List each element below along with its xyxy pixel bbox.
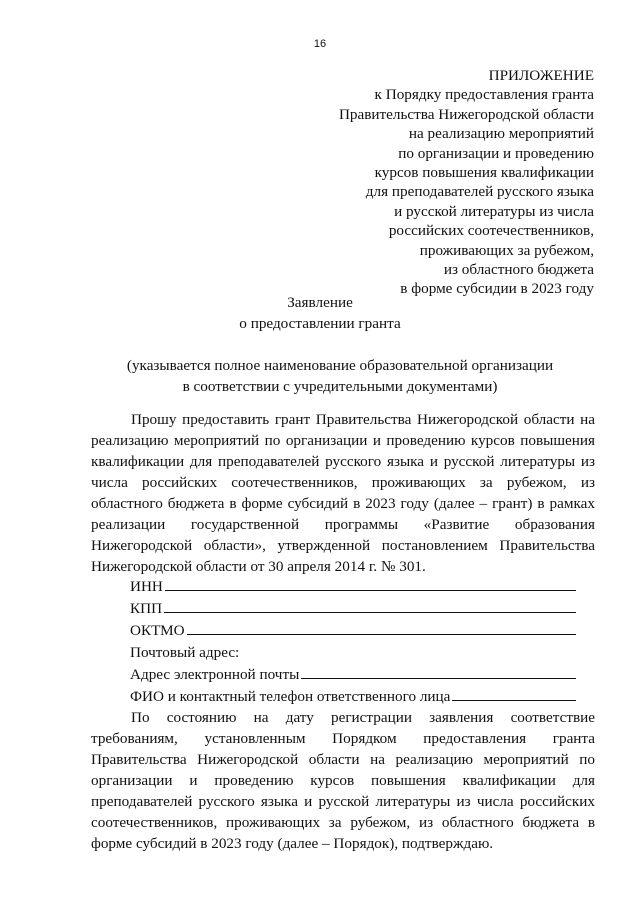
- document-title: Заявление: [287, 294, 353, 311]
- email-label: Адрес электронной почты: [130, 666, 300, 683]
- oktmo-blank-line[interactable]: [187, 634, 576, 635]
- appendix-line: к Порядку предоставления гранта: [374, 86, 594, 104]
- organization-details-form: [130, 574, 576, 706]
- contact-person-label: ФИО и контактный телефон ответственного лица: [130, 688, 451, 705]
- email-blank-line[interactable]: [301, 678, 576, 679]
- appendix-line: по организации и проведению: [398, 144, 594, 162]
- request-paragraph: [91, 409, 595, 577]
- confirmation-paragraph: [91, 707, 595, 854]
- appendix-line: курсов повышения квалификации: [374, 164, 594, 182]
- appendix-line: ПРИЛОЖЕНИЕ: [488, 67, 594, 84]
- appendix-line: из областного бюджета: [443, 261, 594, 279]
- confirmation-paragraph-text: По состоянию на дату регистрации заявления соответствие требованиям, установленным Порядком предоставления гранта Правительства Нижегородской области на реализацию мероприятий по организации и проведению курсов повышения квалификации для преподавателей русского языка и русской литературы из числа российских соотечественников, проживающих за рубежом, из областного бюджета в форме субсидий в 2023 году (далее – Порядок), подтверждаю.: [91, 709, 595, 852]
- inn-field[interactable]: [130, 574, 576, 596]
- appendix-line: и русской литературы из числа: [394, 202, 594, 220]
- inn-label: ИНН: [130, 578, 163, 595]
- inn-blank-line[interactable]: [165, 590, 576, 591]
- appendix-line: в форме субсидии в 2023 году: [400, 280, 594, 298]
- email-field[interactable]: [130, 662, 576, 684]
- appendix-line: Правительства Нижегородской области: [338, 105, 594, 123]
- postal-address-field[interactable]: [130, 640, 576, 662]
- document-subtitle: о предоставлении гранта: [239, 315, 401, 332]
- oktmo-field[interactable]: [130, 618, 576, 640]
- kpp-field[interactable]: [130, 596, 576, 618]
- note-line-1: (указывается полное наименование образовательной организации: [126, 357, 554, 374]
- page-number: 16: [313, 38, 327, 50]
- appendix-line: проживающих за рубежом,: [419, 241, 594, 259]
- appendix-line: российских соотечественников,: [388, 222, 594, 240]
- contact-person-blank-line[interactable]: [452, 700, 576, 701]
- request-paragraph-text: Прошу предоставить грант Правительства Нижегородской области на реализацию мероприятий по организации и проведению курсов повышения квалификации для преподавателей русского языка и русской литературы из числа российских соотечественников, проживающих за рубежом, из областного бюджета в форме субсидий в 2023 году (далее – грант) в рамках реализации государственной программы «Развитие образования Нижегородской области», утвержденной постановлением Правительства Нижегородской области от 30 апреля 2014 г. № 301.: [91, 411, 595, 575]
- appendix-line: на реализацию мероприятий: [408, 125, 594, 143]
- appendix-line: для преподавателей русского языка: [365, 183, 594, 201]
- organization-name-note: [0, 355, 640, 397]
- note-line-2: в соответствии с учредительными документами): [182, 378, 498, 395]
- appendix-header: [264, 66, 594, 299]
- kpp-label: КПП: [130, 600, 163, 617]
- contact-person-field[interactable]: [130, 684, 576, 706]
- kpp-blank-line[interactable]: [164, 612, 576, 613]
- postal-address-label: Почтовый адрес:: [130, 644, 240, 661]
- oktmo-label: ОКТМО: [130, 622, 185, 639]
